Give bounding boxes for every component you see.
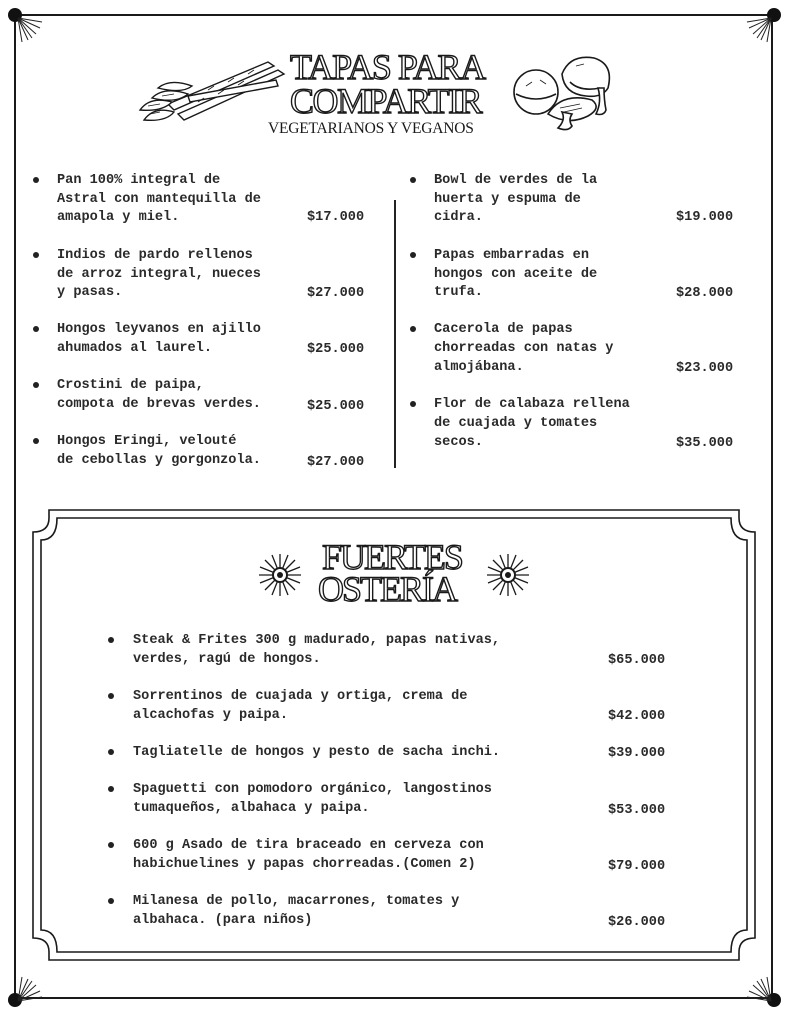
bullet-icon: [410, 177, 416, 183]
bullet-icon: [108, 842, 114, 848]
fuertes-title: [318, 537, 478, 609]
item-line: albahaca. (para niños): [133, 913, 313, 928]
item-line: ahumados al laurel.: [57, 341, 212, 356]
bullet-icon: [33, 326, 39, 332]
item-line: verdes, ragú de hongos.: [133, 652, 321, 667]
corner-ornament-br: [745, 975, 771, 1001]
item-line: Hongos Eringi, velouté: [57, 434, 237, 449]
tapas-title-line2: COMPARTIR: [290, 81, 482, 121]
column-divider: [394, 200, 396, 468]
item-price: $42.000: [608, 709, 666, 724]
item-line: Pan 100% integral de: [57, 173, 221, 188]
item-price: $79.000: [608, 859, 666, 874]
item-price: $25.000: [307, 399, 365, 414]
bullet-icon: [410, 401, 416, 407]
fuertes-title-line1: FUERTES: [322, 537, 462, 577]
bullet-icon: [33, 177, 39, 183]
item-price: $28.000: [676, 286, 734, 301]
bullet-icon: [108, 637, 114, 643]
bullet-icon: [108, 898, 114, 904]
item-line: habichuelines y papas chorreadas.(Comen 2): [133, 857, 476, 872]
item-line: huerta y espuma de: [434, 191, 581, 207]
bullet-icon: [410, 252, 416, 258]
bullet-icon: [33, 382, 39, 388]
tapas-subtitle: VEGETARIANOS Y VEGANOS: [268, 120, 474, 137]
sun-ornament-left: [258, 553, 302, 597]
item-line: cidra.: [434, 210, 483, 225]
item-line: Steak & Frites 300 g madurado, papas nativas,: [133, 633, 501, 648]
item-price: $19.000: [676, 210, 734, 225]
item-line: Milanesa de pollo, macarrones, tomates y: [133, 894, 460, 909]
item-line: Tagliatelle de hongos y pesto de sacha inchi.: [133, 745, 501, 760]
item-line: Spaguetti con pomodoro orgánico, langostinos: [133, 782, 492, 797]
item-price: $26.000: [608, 915, 666, 930]
bullet-icon: [33, 438, 39, 444]
corner-ornament-tl: [18, 18, 44, 44]
item-price: $27.000: [307, 286, 365, 301]
item-line: compota de brevas verdes.: [57, 397, 261, 412]
item-line: Indios de pardo rellenos: [57, 248, 253, 263]
item-line: de cebollas y gorgonzola.: [57, 453, 261, 468]
item-price: $65.000: [608, 653, 666, 668]
bullet-icon: [410, 326, 416, 332]
item-line: Papas embarradas en: [434, 248, 589, 263]
tapas-title: [290, 47, 530, 121]
item-line: Sorrentinos de cuajada y ortiga, crema de: [133, 689, 468, 704]
item-line: almojábana.: [434, 360, 524, 375]
bullet-icon: [108, 749, 114, 755]
item-line: chorreadas con natas y: [434, 341, 614, 356]
asparagus-illustration: [138, 52, 288, 127]
corner-ornament-tr: [745, 18, 771, 44]
item-line: trufa.: [434, 285, 483, 300]
tapas-title-line1: TAPAS PARA: [290, 47, 485, 87]
fuertes-title-line2: OSTERÍA: [318, 569, 456, 609]
item-line: alcachofas y paipa.: [133, 708, 288, 723]
item-line: tumaqueños, albahaca y paipa.: [133, 801, 370, 816]
item-price: $17.000: [307, 210, 365, 225]
item-price: $35.000: [676, 436, 734, 451]
item-price: $53.000: [608, 803, 666, 818]
item-line: hongos con aceite de: [434, 266, 598, 282]
item-line: de arroz integral, nueces: [57, 266, 261, 282]
corner-ornament-bl: [18, 975, 44, 1001]
bullet-icon: [108, 786, 114, 792]
item-line: Hongos leyvanos en ajillo: [57, 322, 261, 337]
sun-ornament-right: [486, 553, 530, 597]
item-line: Flor de calabaza rellena: [434, 397, 630, 412]
item-price: $39.000: [608, 746, 666, 761]
item-price: $23.000: [676, 361, 734, 376]
item-price: $25.000: [307, 342, 365, 357]
item-line: Astral con mantequilla de: [57, 191, 261, 207]
item-line: Bowl de verdes de la: [434, 173, 598, 188]
item-line: Cacerola de papas: [434, 322, 573, 337]
item-line: y pasas.: [57, 285, 123, 300]
bullet-icon: [33, 252, 39, 258]
item-line: 600 g Asado de tira braceado en cerveza con: [133, 838, 484, 853]
item-price: $27.000: [307, 455, 365, 470]
item-line: amapola y miel.: [57, 210, 180, 225]
item-line: de cuajada y tomates: [434, 416, 598, 431]
item-line: Crostini de paipa,: [57, 378, 204, 393]
item-line: secos.: [434, 435, 483, 450]
bullet-icon: [108, 693, 114, 699]
